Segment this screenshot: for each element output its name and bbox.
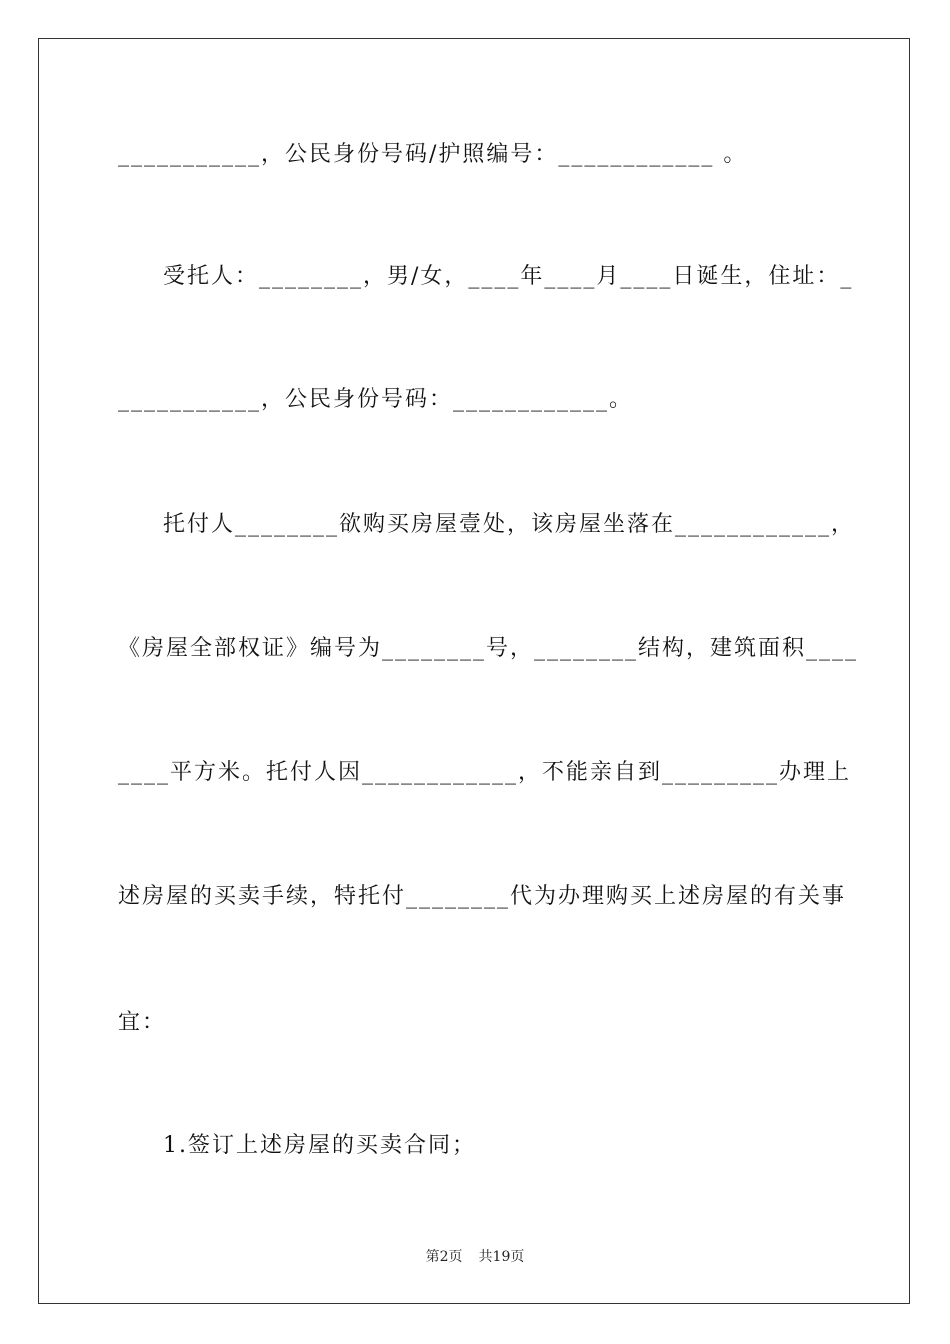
text-line-5: 《房屋全部权证》编号为________号，________结构，建筑面积____ xyxy=(118,636,859,661)
text-line-6: ____平方米。托付人因____________，不能亲自到_________办理上 xyxy=(118,760,852,785)
text-line-7: 述房屋的买卖手续，特托付________代为办理购买上述房屋的有关事 xyxy=(118,884,847,909)
text-line-1: ___________，公民身份号码/护照编号：____________ 。 xyxy=(118,142,748,167)
page-total: 共19页 xyxy=(478,1249,525,1265)
page-footer xyxy=(0,1246,950,1266)
page-border xyxy=(38,38,910,1304)
list-item-1: 1.签订上述房屋的买卖合同； xyxy=(163,1133,476,1158)
text-line-8: 宜： xyxy=(118,1010,167,1035)
text-line-2: 受托人：________，男/女，____年____月____日诞生，住址：_ xyxy=(163,264,854,289)
page-number: 第2页 xyxy=(425,1249,463,1265)
text-line-3: ___________，公民身份号码：____________。 xyxy=(118,387,634,412)
text-line-4: 托付人________欲购买房屋壹处，该房屋坐落在____________， xyxy=(163,512,856,537)
